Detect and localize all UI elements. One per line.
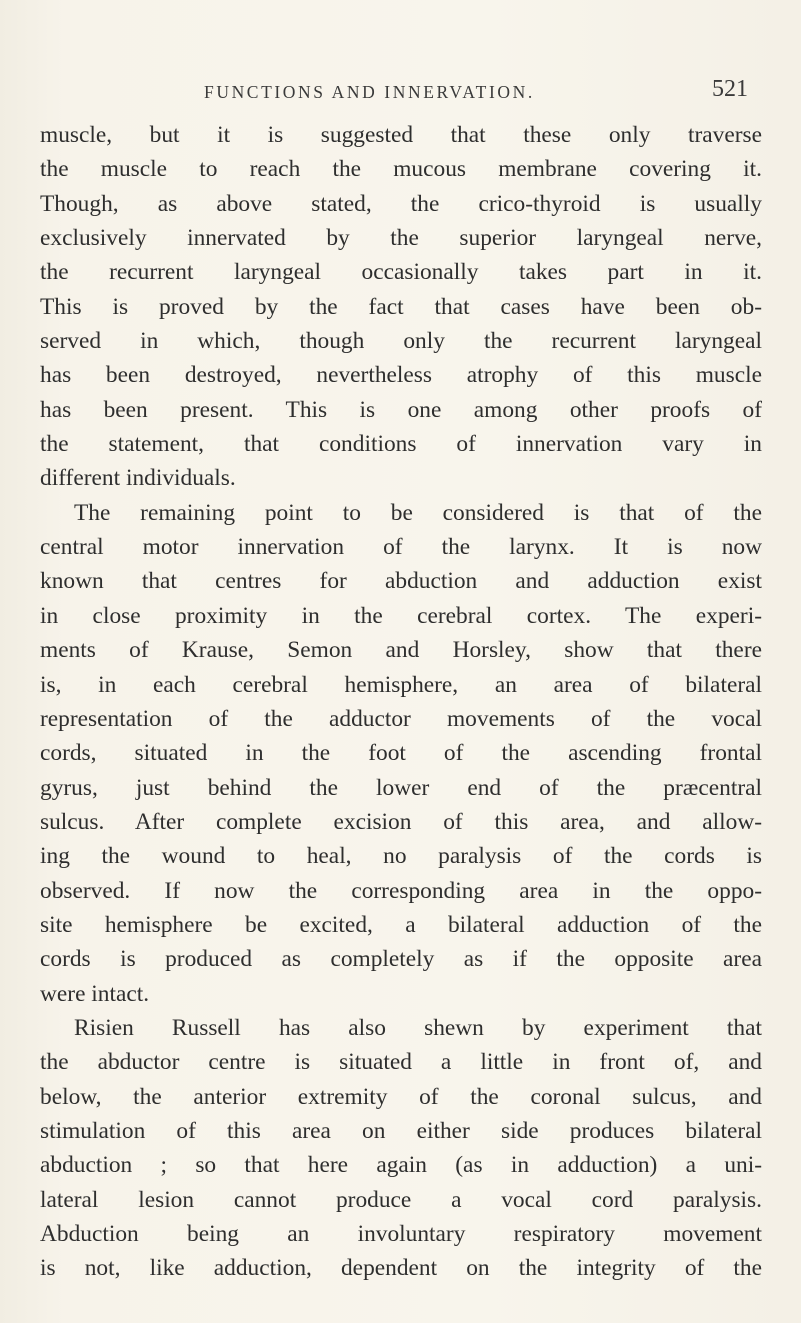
text-line: is not, like adduction, dependent on the integrity of the bbox=[40, 1255, 762, 1282]
text-line: the abductor centre is situated a little in front of, and bbox=[40, 1049, 762, 1076]
text-line: were intact. bbox=[40, 980, 150, 1007]
text-line: in close proximity in the cerebral cortex. The experi- bbox=[40, 602, 762, 629]
text-line: is, in each cerebral hemisphere, an area of bilateral bbox=[40, 671, 762, 698]
text-line: below, the anterior extremity of the coronal sulcus, and bbox=[40, 1083, 762, 1110]
text-line: representation of the adductor movements of the vocal bbox=[40, 705, 762, 732]
text-line: Though, as above stated, the crico-thyroid is usually bbox=[40, 190, 762, 217]
text-line: abduction ; so that here again (as in adduction) a uni- bbox=[40, 1152, 762, 1179]
text-line: gyrus, just behind the lower end of the præcentral bbox=[40, 774, 762, 801]
text-line: The remaining point to be considered is that of the bbox=[74, 499, 762, 526]
text-line: different individuals. bbox=[40, 465, 236, 492]
text-line: stimulation of this area on either side produces bilateral bbox=[40, 1117, 762, 1144]
running-title: FUNCTIONS AND INNERVATION. bbox=[204, 82, 535, 102]
text-line: the statement, that conditions of innervation vary in bbox=[40, 431, 762, 458]
text-line: muscle, but it is suggested that these only traverse bbox=[40, 122, 762, 148]
text-line: Risien Russell has also shewn by experiment that bbox=[74, 1014, 762, 1041]
text-line: has been destroyed, nevertheless atrophy of this muscle bbox=[40, 362, 762, 389]
text-line: central motor innervation of the larynx. It is now bbox=[40, 534, 762, 561]
text-line: ments of Krause, Semon and Horsley, show that there bbox=[40, 637, 762, 664]
text-line: cords is produced as completely as if the opposite area bbox=[40, 946, 762, 973]
text-line: Abduction being an involuntary respiratory movement bbox=[40, 1221, 762, 1247]
text-line: This is proved by the fact that cases have been ob- bbox=[40, 293, 762, 320]
text-line: site hemisphere be excited, a bilateral adduction of the bbox=[40, 911, 762, 938]
running-head bbox=[40, 72, 762, 108]
text-line: cords, situated in the foot of the ascending frontal bbox=[40, 740, 762, 767]
page-number: 521 bbox=[712, 76, 748, 102]
text-line: the recurrent laryngeal occasionally takes part in it. bbox=[40, 259, 762, 286]
text-line: sulcus. After complete excision of this area, and allow- bbox=[40, 808, 762, 835]
text-line: has been present. This is one among other proofs of bbox=[40, 396, 762, 423]
text-line: served in which, though only the recurrent laryngeal bbox=[40, 328, 762, 355]
text-line: observed. If now the corresponding area in the oppo- bbox=[40, 877, 762, 904]
text-line: known that centres for abduction and adduction exist bbox=[40, 568, 762, 595]
text-line: the muscle to reach the mucous membrane covering it. bbox=[40, 156, 762, 183]
text-line: exclusively innervated by the superior laryngeal nerve, bbox=[40, 225, 762, 252]
body-text bbox=[40, 118, 762, 1286]
text-line: ing the wound to heal, no paralysis of the cords is bbox=[40, 843, 762, 870]
text-line: lateral lesion cannot produce a vocal cord paralysis. bbox=[40, 1186, 762, 1213]
